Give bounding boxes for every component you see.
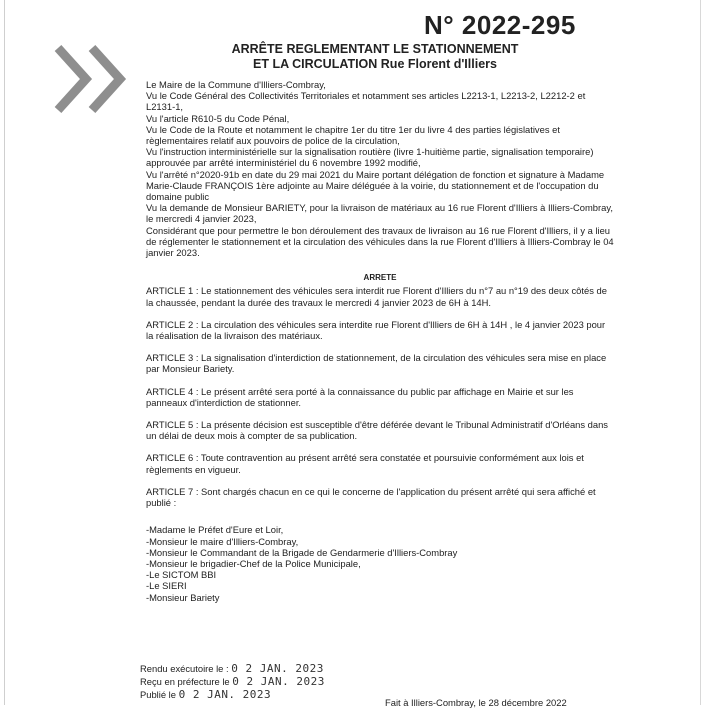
page-edge-right [700,0,701,705]
page-edge-left [4,0,5,705]
preamble-line: Le Maire de la Commune d'Illiers-Combray, [146,79,326,90]
title-line-2: ET LA CIRCULATION Rue Florent d'Illiers [253,57,497,71]
preamble-line: Vu le Code Général des Collectivités Territoriales et notamment ses articles L2213-1, L2213-2, L2212-2 et L2131-1, [146,90,586,113]
decision-number: N° 2022-295 [424,10,576,40]
rendu-label: Rendu exécutoire le : [140,663,229,674]
article-7: ARTICLE 7 : Sont chargés chacun en ce qui le concerne de l'application du présent arrêté qui sera affiché et publié : [146,485,596,509]
preamble-line: Vu le Code de la Route et notamment le chapitre 1er du titre 1er du livre 4 des parties législatives et règlementaires relatif aux pouvoirs de police de la circulation, [146,123,560,147]
document-body [146,79,614,603]
recipient-item: -Le SICTOM BBI [146,569,217,581]
recipient-item: -Monsieur Bariety [146,591,220,603]
article-1: ARTICLE 1 : Le stationnement des véhicules sera interdit rue Florent d'Illiers du n°7 au n°19 des deux côtés de la chaussée, pendant la durée des travaux le mercredi 4 janvier 2023 de 6H à 14H. [146,285,607,308]
recipient-list [146,524,614,602]
recipient-item: -Le SIERI [146,580,187,592]
preamble-line: Considérant que pour permettre le bon déroulement des travaux de livraison au 16 rue Florent d'Illiers, il y a lieu de réglementer le stationnement et la circulation des véhicules dans la rue Florent d'Illiers à Illiers-Combray le 04 janvier 2023. [146,224,614,259]
double-chevron-right-icon [52,44,138,114]
preamble-line: Vu la demande de Monsieur BARIETY, pour la livraison de matériaux au 16 rue Florent d'Illiers à Illiers-Combray, le mercredi 4 janvier 2023, [146,202,613,225]
recipient-item: -Madame le Préfet d'Eure et Loir, [146,524,284,536]
done-at-line: Fait à Illiers-Combray, le 28 décembre 2022 [385,697,567,708]
document-footer [140,662,610,708]
preamble-line: Vu l'arrêté n°2020-91b en date du 29 mai 2021 du Maire portant délégation de fonction et signature à Madame Marie-Claude FRANÇOIS 1ère adjointe au Maire déléguée à la voirie, du stationnement et de l'occupation du domaine public [146,168,605,203]
article-2: ARTICLE 2 : La circulation des véhicules sera interdite rue Florent d'Illiers de 6H à 14H , le 4 janvier 2023 pour la réalisation de la livraison des matériaux. [146,318,606,342]
recu-label: Reçu en préfecture le [140,676,230,687]
recipient-item: -Monsieur le brigadier-Chef de la Police Municipale, [146,557,361,569]
arrete-heading: ARRETE [363,273,397,283]
preamble-line: Vu l'article R610-5 du Code Pénal, [146,112,290,124]
recipient-item: -Monsieur le Commandant de la Brigade de Gendarmerie d'Illiers-Combray [146,546,458,558]
title-line-1: ARRÊTE REGLEMENTANT LE STATIONNEMENT [231,42,519,56]
article-6: ARTICLE 6 : Toute contravention au présent arrêté sera constatée et poursuivie conformément aux lois et règlements en vigueur. [146,452,584,475]
article-3: ARTICLE 3 : La signalisation d'interdiction de stationnement, de la circulation des véhicules sera mise en place par Monsieur Bariety. [146,352,607,375]
rendu-date-stamp: 0 2 JAN. 2023 [231,662,324,675]
article-4: ARTICLE 4 : Le présent arrêté sera porté à la connaissance du public par affichage en Mairie et sur les panneaux d'interdiction de stationner. [146,385,574,408]
preamble-line: Vu l'instruction interministérielle sur la signalisation routière (livre 1-huitième partie, signalisation temporaire) approuvée par arrêté interministériel du 6 novembre 1992 modifié, [146,146,594,169]
document-title [140,42,610,72]
publie-label: Publié le [140,689,176,700]
article-5: ARTICLE 5 : La présente décision est susceptible d'être déférée devant le Tribunal Administratif d'Orléans dans un délai de deux mois à compter de sa publication. [146,419,608,442]
recu-date-stamp: 0 2 JAN. 2023 [232,675,325,688]
publie-date-stamp: 0 2 JAN. 2023 [178,688,272,701]
recipient-item: -Monsieur le maire d'Illiers-Combray, [146,535,299,547]
rendu-row [140,663,610,676]
